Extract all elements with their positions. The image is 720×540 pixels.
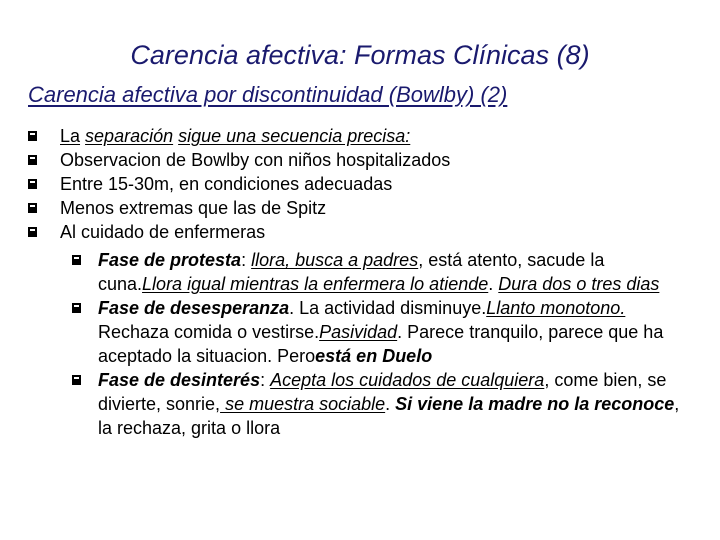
phase-text: : — [260, 370, 266, 390]
bullet-item — [26, 220, 706, 244]
bullet-list — [26, 124, 706, 244]
phase-text: . La actividad disminuye. — [289, 298, 487, 318]
phase-text-underlined: Llora igual mientras la enfermera lo atiende — [142, 274, 489, 294]
phase-text-underlined: llora, busca a padres — [251, 250, 419, 270]
phase-text: . — [385, 394, 391, 414]
phase-text-bold: está en Duelo — [315, 346, 433, 366]
phase-text: , está atento, sacude la cuna. — [98, 250, 605, 294]
bullet-text-part: sigue una secuencia precisa: — [178, 126, 411, 146]
bullet-text: Observacion de Bowlby con niños hospitalizados — [60, 150, 451, 170]
bullet-icon — [72, 375, 81, 385]
page-title: Carencia afectiva: Formas Clínicas (8) — [130, 40, 590, 70]
bullet-item — [26, 148, 706, 172]
bullet-text: Al cuidado de enfermeras — [60, 222, 266, 242]
phase-protest — [72, 248, 692, 296]
bullet-icon — [72, 303, 81, 313]
bullet-text-part: La — [60, 126, 81, 146]
bullet-icon — [28, 227, 37, 237]
phase-text: Rechaza comida o vestirse. — [98, 322, 320, 342]
bullet-icon — [28, 179, 37, 189]
bullet-text: Menos extremas que las de Spitz — [60, 198, 327, 218]
bullet-text: Entre 15-30m, en condiciones adecuadas — [60, 174, 393, 194]
phase-text-underlined: Dura dos o tres dias — [498, 274, 660, 294]
phase-despair — [72, 296, 692, 368]
phase-text: . — [488, 274, 494, 294]
phase-name: Fase de desesperanza — [98, 298, 290, 318]
phase-text: . Parece tranquilo, parece que ha aceptado la situacion. Pero — [98, 322, 664, 366]
page-subtitle: Carencia afectiva por discontinuidad (Bowlby) (2) — [28, 82, 508, 107]
phase-text: , come bien, se divierte, sonrie, — [98, 370, 667, 414]
phase-text-underlined: Pasividad — [319, 322, 398, 342]
bullet-icon — [28, 131, 37, 141]
phase-text: : — [241, 250, 247, 270]
phase-name: Fase de protesta — [98, 250, 242, 270]
bullet-item — [26, 172, 706, 196]
phase-name: Fase de desinterés — [98, 370, 261, 390]
phase-text-bold: Si viene la madre no la reconoce — [390, 394, 675, 414]
phase-detachment — [72, 368, 692, 440]
bullet-text-part: separación — [85, 126, 174, 146]
bullet-icon — [28, 203, 37, 213]
phase-text-underlined: Acepta los cuidados de cualquiera — [270, 370, 545, 390]
phase-text-underlined: se muestra sociable — [220, 394, 386, 414]
bullet-icon — [72, 255, 81, 265]
bullet-item — [26, 124, 706, 148]
phase-list — [72, 248, 692, 440]
bullet-icon — [28, 155, 37, 165]
phase-text-underlined: Llanto monotono. — [486, 298, 626, 318]
bullet-item — [26, 196, 706, 220]
phase-text: , la rechaza, grita o llora — [98, 394, 680, 438]
